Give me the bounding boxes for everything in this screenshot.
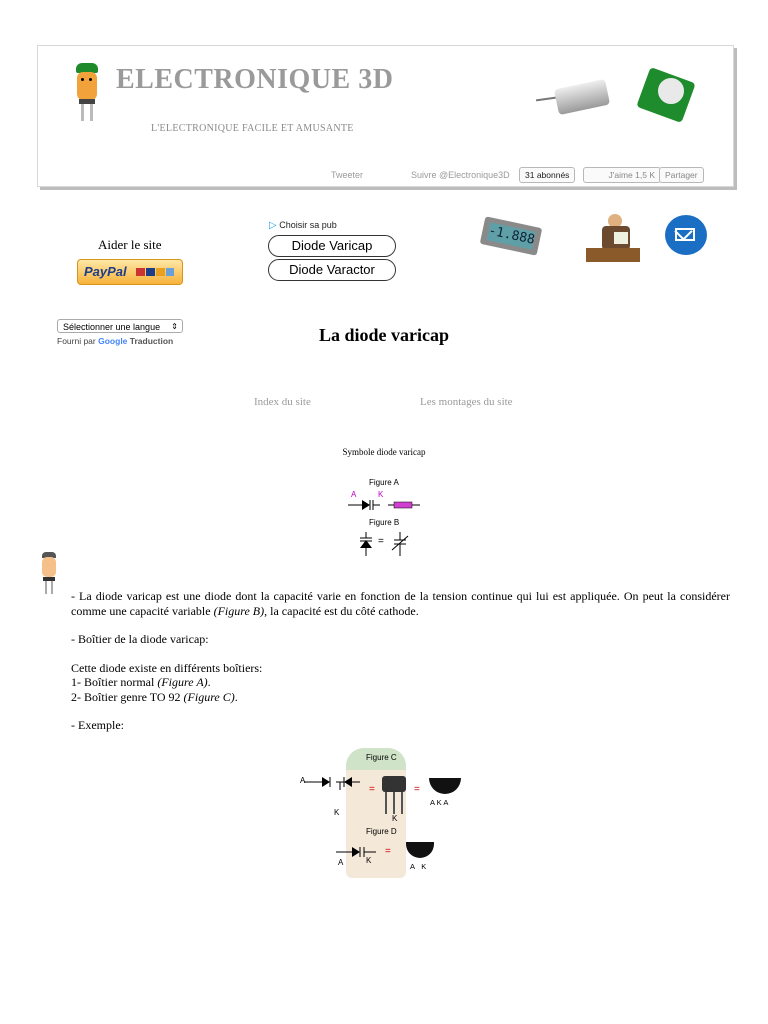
page-title: La diode varicap [318, 325, 449, 345]
ad-choice-link[interactable]: ▷ Choisir sa pub [269, 220, 337, 231]
tweet-link[interactable]: Tweeter [331, 170, 364, 180]
google-logo: Google [98, 336, 128, 346]
package-example-figure: Figure C A K = K = A K A Figure D A K = A K [296, 748, 474, 878]
paragraph-example: - Exemple: [71, 718, 124, 732]
list-item: 2- Boîtier genre TO 92 (Figure C). [71, 689, 238, 704]
site-header [37, 45, 734, 187]
followers-count[interactable]: 31 abonnés [519, 167, 575, 183]
google-translate-credit[interactable]: Fourni par Google Traduction [57, 336, 174, 346]
paypal-label: PayPal [84, 264, 127, 279]
lcd-display-icon[interactable]: -1.888 [478, 218, 544, 258]
ad-choice-icon: ▷ [269, 220, 277, 231]
ad-button-diode-varicap[interactable]: Diode Varicap [268, 235, 396, 257]
mail-icon[interactable] [665, 215, 707, 255]
cards-icon [136, 268, 174, 276]
language-select[interactable]: Sélectionner une langue ⇕ [57, 319, 183, 333]
paragraph-packages: Cette diode existe en différents boîtiers: [71, 660, 263, 675]
paragraph-package-heading: - Boîtier de la diode varicap: [71, 632, 209, 646]
to92-package-icon [382, 776, 406, 814]
like-button[interactable]: J'aime 1,5 K [583, 167, 661, 183]
help-site-label: Aider le site [98, 237, 162, 252]
site-title: ELECTRONIQUE 3D [116, 64, 394, 95]
nav-montages-link[interactable]: Les montages du site [420, 396, 513, 408]
follow-link[interactable]: Suivre @Electronique3D [411, 170, 510, 180]
mascot-icon [72, 63, 102, 121]
ad-button-diode-varactor[interactable]: Diode Varactor [268, 259, 396, 281]
paragraph-intro: - La diode varicap est une diode dont la capacité varie en fonction de la tension continue qui lui est appliquée. On peut la considérer comme une capacité variable (Figure B), la capacité est du côté cathode. [71, 589, 730, 618]
mascot-small-icon [38, 552, 60, 594]
power-resistor-icon [536, 76, 616, 121]
paypal-donate-button[interactable] [77, 259, 183, 285]
site-subtitle: L'ELECTRONIQUE FACILE ET AMUSANTE [151, 123, 354, 134]
chevron-updown-icon: ⇕ [171, 322, 178, 331]
article-content [71, 589, 730, 747]
to92-top-view-icon [429, 778, 461, 794]
list-item: 1- Boîtier normal (Figure A). [71, 675, 211, 689]
diode-top-view-icon [406, 842, 434, 858]
share-button[interactable]: Partager [659, 167, 704, 183]
varicap-symbol-figure: Figure A A K Figure B = [336, 472, 434, 560]
rotary-switch-icon [638, 66, 696, 118]
nav-index-link[interactable]: Index du site [254, 396, 311, 408]
guestbook-icon[interactable] [584, 212, 642, 264]
symbol-caption: Symbole diode varicap [342, 447, 426, 457]
